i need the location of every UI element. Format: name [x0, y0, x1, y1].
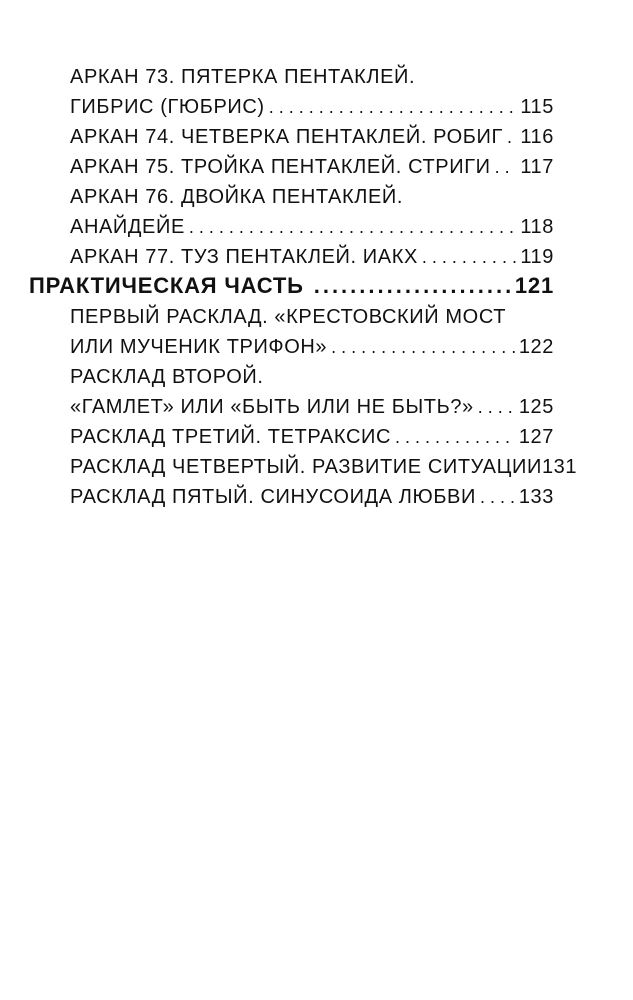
toc-entry [70, 422, 554, 452]
toc-entry-page: 116 [520, 126, 554, 148]
toc-entry-title: ПЕРВЫЙ РАСКЛАД. «КРЕСТОВСКИЙ МОСТ [70, 306, 507, 328]
toc-entry-page: 133 [518, 486, 554, 508]
toc-entry-title: ГИБРИС (ГЮБРИС) [70, 96, 265, 118]
toc-entry-title: РАСКЛАД ЧЕТВЕРТЫЙ. РАЗВИТИЕ СИТУАЦИИ [70, 456, 542, 478]
toc-entry-page: 119 [520, 246, 554, 268]
toc-entry-page: 127 [518, 426, 554, 448]
dot-leader [495, 152, 517, 182]
toc-entry-title: АРКАН 73. ПЯТЕРКА ПЕНТАКЛЕЙ. [70, 66, 416, 88]
toc-entry-title: АНАЙДЕЙЕ [70, 216, 185, 238]
toc-entry-title: «ГАМЛЕТ» ИЛИ «БЫТЬ ИЛИ НЕ БЫТЬ?» [70, 396, 474, 418]
toc-entry [70, 182, 403, 212]
dot-leader [422, 242, 516, 272]
toc-entry [70, 362, 264, 392]
toc-entry-title: АРКАН 75. ТРОЙКА ПЕНТАКЛЕЙ. СТРИГИ [70, 156, 491, 178]
dot-leader [507, 122, 516, 152]
toc-entry-page: 115 [520, 96, 554, 118]
toc-entry [70, 212, 554, 242]
toc-entry-title: АРКАН 76. ДВОЙКА ПЕНТАКЛЕЙ. [70, 186, 404, 208]
toc-section-heading [29, 270, 554, 302]
dot-leader [331, 332, 515, 362]
toc-entry-page: 131 [541, 456, 578, 478]
toc-entry-title: ИЛИ МУЧЕНИК ТРИФОН» [70, 336, 328, 358]
toc-section-page: 121 [514, 273, 554, 298]
dot-leader [395, 422, 515, 452]
dot-leader [269, 92, 517, 122]
toc-entry [70, 332, 554, 362]
toc-entry [70, 92, 554, 122]
toc-entry-title: РАСКЛАД ВТОРОЙ. [70, 366, 264, 388]
toc-entry [70, 482, 554, 512]
toc-entry [70, 152, 554, 182]
toc-entry-title: АРКАН 77. ТУЗ ПЕНТАКЛЕЙ. ИАКХ [70, 246, 418, 268]
dot-leader [478, 392, 515, 422]
toc-entry [70, 392, 554, 422]
dot-leader [314, 270, 511, 302]
toc-entry-page: 118 [520, 216, 554, 238]
toc-entry [70, 302, 506, 332]
toc-entry-page: 117 [520, 156, 554, 178]
toc-entry [70, 62, 415, 92]
toc-entry-title: РАСКЛАД ПЯТЫЙ. СИНУСОИДА ЛЮБВИ [70, 486, 476, 508]
toc-entry-page: 122 [518, 336, 554, 358]
toc-entry [70, 452, 578, 482]
toc-section-title: ПРАКТИЧЕСКАЯ ЧАСТЬ [29, 273, 304, 298]
toc-entry [70, 242, 554, 272]
toc-entry-title: РАСКЛАД ТРЕТИЙ. ТЕТРАКСИС [70, 426, 392, 448]
dot-leader [480, 482, 515, 512]
toc-entry [70, 122, 554, 152]
toc-entry-page: 125 [518, 396, 554, 418]
toc-entry-title: АРКАН 74. ЧЕТВЕРКА ПЕНТАКЛЕЙ. РОБИГ [70, 126, 503, 148]
dot-leader [189, 212, 516, 242]
